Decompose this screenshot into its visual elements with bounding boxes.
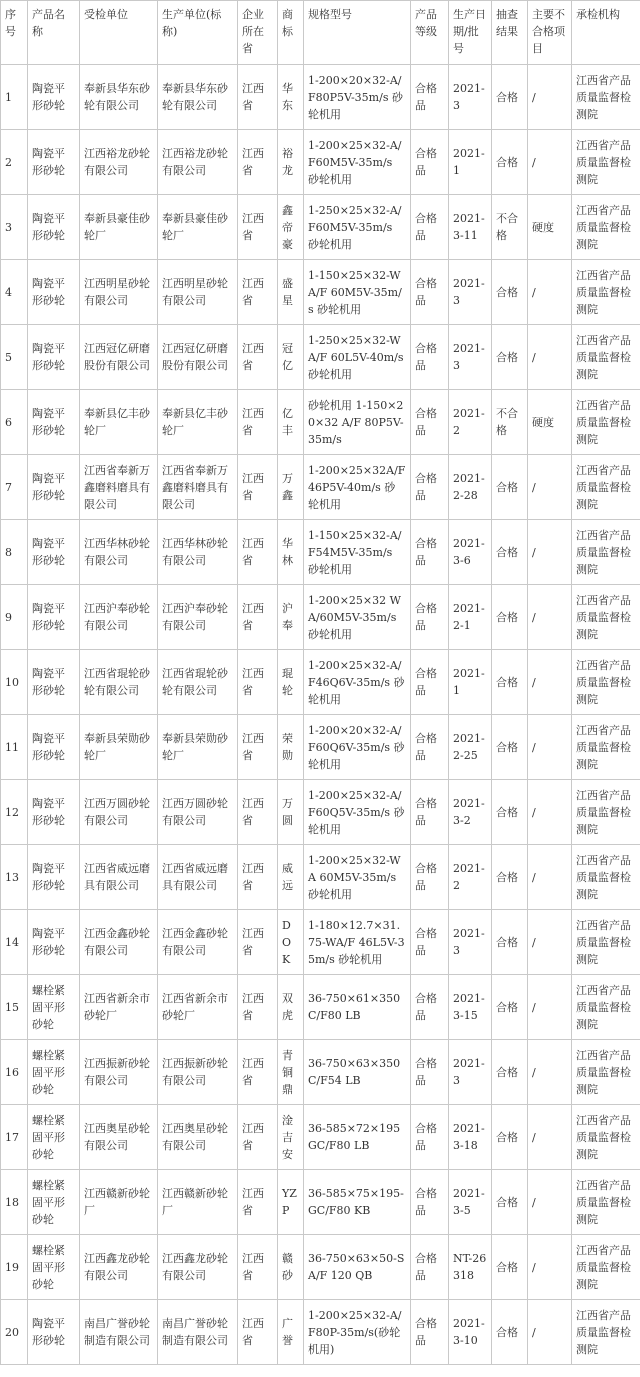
cell-production-date: 2021-2-1 xyxy=(449,585,492,650)
cell-seq-number: 14 xyxy=(1,910,28,975)
cell-failed-item: / xyxy=(528,130,572,195)
cell-product-grade: 合格品 xyxy=(411,1235,449,1300)
cell-trademark: 华东 xyxy=(278,65,304,130)
cell-inspection-result: 不合格 xyxy=(492,195,528,260)
cell-manufacturer: 江西赣新砂轮厂 xyxy=(158,1170,238,1235)
table-row xyxy=(1,1040,640,1105)
cell-inspection-result: 合格 xyxy=(492,715,528,780)
cell-seq-number: 15 xyxy=(1,975,28,1040)
cell-failed-item: / xyxy=(528,650,572,715)
cell-product-grade: 合格品 xyxy=(411,715,449,780)
cell-inspection-result: 合格 xyxy=(492,1105,528,1170)
cell-product-name: 陶瓷平形砂轮 xyxy=(28,65,80,130)
cell-inspected-unit: 江西华林砂轮有限公司 xyxy=(80,520,158,585)
cell-trademark: DOK xyxy=(278,910,304,975)
cell-inspection-result: 合格 xyxy=(492,1040,528,1105)
cell-model-spec: 1-200×20×32-A/F80P5V-35m/s 砂轮机用 xyxy=(304,65,411,130)
cell-testing-agency: 江西省产品质量监督检测院 xyxy=(572,65,640,130)
cell-production-date: 2021-3 xyxy=(449,325,492,390)
cell-inspected-unit: 江西裕龙砂轮有限公司 xyxy=(80,130,158,195)
cell-product-name: 陶瓷平形砂轮 xyxy=(28,585,80,650)
cell-trademark: 裕龙 xyxy=(278,130,304,195)
cell-province: 江西省 xyxy=(238,65,278,130)
cell-testing-agency: 江西省产品质量监督检测院 xyxy=(572,715,640,780)
cell-inspected-unit: 奉新县华东砂轮有限公司 xyxy=(80,65,158,130)
cell-model-spec: 1-200×25×32 WA/60M5V-35m/s 砂轮机用 xyxy=(304,585,411,650)
cell-product-grade: 合格品 xyxy=(411,1105,449,1170)
cell-inspected-unit: 奉新县荣勋砂轮厂 xyxy=(80,715,158,780)
cell-inspected-unit: 江西省奉新万鑫磨料磨具有限公司 xyxy=(80,455,158,520)
cell-product-grade: 合格品 xyxy=(411,585,449,650)
table-row xyxy=(1,1300,640,1365)
cell-failed-item: / xyxy=(528,65,572,130)
cell-seq-number: 19 xyxy=(1,1235,28,1300)
cell-product-grade: 合格品 xyxy=(411,845,449,910)
cell-province: 江西省 xyxy=(238,845,278,910)
cell-product-name: 陶瓷平形砂轮 xyxy=(28,1300,80,1365)
cell-inspection-result: 合格 xyxy=(492,1300,528,1365)
cell-production-date: 2021-3-18 xyxy=(449,1105,492,1170)
header-testing-agency: 承检机构 xyxy=(572,1,640,65)
cell-product-name: 陶瓷平形砂轮 xyxy=(28,195,80,260)
header-inspected-unit: 受检单位 xyxy=(80,1,158,65)
cell-trademark: 威远 xyxy=(278,845,304,910)
cell-seq-number: 3 xyxy=(1,195,28,260)
table-row xyxy=(1,1105,640,1170)
cell-inspection-result: 合格 xyxy=(492,65,528,130)
table-row xyxy=(1,845,640,910)
cell-manufacturer: 奉新县荣勋砂轮厂 xyxy=(158,715,238,780)
cell-seq-number: 16 xyxy=(1,1040,28,1105)
cell-trademark: 华林 xyxy=(278,520,304,585)
cell-inspection-result: 合格 xyxy=(492,325,528,390)
cell-trademark: 赣砂 xyxy=(278,1235,304,1300)
cell-seq-number: 2 xyxy=(1,130,28,195)
cell-inspection-result: 合格 xyxy=(492,455,528,520)
cell-product-name: 陶瓷平形砂轮 xyxy=(28,520,80,585)
cell-seq-number: 8 xyxy=(1,520,28,585)
cell-model-spec: 36-585×72×195GC/F80 LB xyxy=(304,1105,411,1170)
cell-production-date: 2021-2 xyxy=(449,845,492,910)
table-row xyxy=(1,975,640,1040)
cell-inspection-result: 合格 xyxy=(492,650,528,715)
cell-province: 江西省 xyxy=(238,585,278,650)
table-body xyxy=(1,65,640,1365)
cell-province: 江西省 xyxy=(238,910,278,975)
cell-manufacturer: 江西鑫龙砂轮有限公司 xyxy=(158,1235,238,1300)
cell-model-spec: 砂轮机用 1-150×20×32 A/F 80P5V-35m/s xyxy=(304,390,411,455)
cell-province: 江西省 xyxy=(238,650,278,715)
cell-failed-item: / xyxy=(528,1105,572,1170)
cell-failed-item: / xyxy=(528,455,572,520)
cell-model-spec: 1-200×20×32-A/F60Q6V-35m/s 砂轮机用 xyxy=(304,715,411,780)
cell-inspection-result: 合格 xyxy=(492,1170,528,1235)
cell-inspected-unit: 江西鑫龙砂轮有限公司 xyxy=(80,1235,158,1300)
cell-model-spec: 1-200×25×32-A/F46Q6V-35m/s 砂轮机用 xyxy=(304,650,411,715)
cell-product-grade: 合格品 xyxy=(411,455,449,520)
cell-seq-number: 13 xyxy=(1,845,28,910)
cell-inspected-unit: 江西万圆砂轮有限公司 xyxy=(80,780,158,845)
table-row xyxy=(1,455,640,520)
cell-product-grade: 合格品 xyxy=(411,1300,449,1365)
cell-model-spec: 36-750×63×50-SA/F 120 QB xyxy=(304,1235,411,1300)
cell-inspection-result: 合格 xyxy=(492,130,528,195)
header-failed-item: 主要不合格项目 xyxy=(528,1,572,65)
cell-trademark: 双虎 xyxy=(278,975,304,1040)
table-row xyxy=(1,1170,640,1235)
cell-seq-number: 6 xyxy=(1,390,28,455)
cell-manufacturer: 奉新县亿丰砂轮厂 xyxy=(158,390,238,455)
table-row xyxy=(1,585,640,650)
cell-testing-agency: 江西省产品质量监督检测院 xyxy=(572,260,640,325)
cell-product-name: 陶瓷平形砂轮 xyxy=(28,130,80,195)
table-row xyxy=(1,195,640,260)
cell-model-spec: 1-200×25×32A/F46P5V-40m/s 砂轮机用 xyxy=(304,455,411,520)
cell-inspected-unit: 奉新县亿丰砂轮厂 xyxy=(80,390,158,455)
cell-product-name: 螺栓紧固平形砂轮 xyxy=(28,1040,80,1105)
cell-product-name: 陶瓷平形砂轮 xyxy=(28,845,80,910)
cell-production-date: 2021-3-5 xyxy=(449,1170,492,1235)
cell-trademark: 盛星 xyxy=(278,260,304,325)
cell-inspected-unit: 江西金鑫砂轮有限公司 xyxy=(80,910,158,975)
cell-product-name: 陶瓷平形砂轮 xyxy=(28,715,80,780)
cell-production-date: 2021-3-6 xyxy=(449,520,492,585)
header-row xyxy=(1,1,640,65)
cell-production-date: 2021-3-2 xyxy=(449,780,492,845)
cell-model-spec: 1-250×25×32-WA/F 60L5V-40m/s 砂轮机用 xyxy=(304,325,411,390)
header-province: 企业所在省 xyxy=(238,1,278,65)
cell-product-grade: 合格品 xyxy=(411,1170,449,1235)
cell-trademark: 广誉 xyxy=(278,1300,304,1365)
cell-manufacturer: 奉新县华东砂轮有限公司 xyxy=(158,65,238,130)
cell-trademark: YZP xyxy=(278,1170,304,1235)
cell-manufacturer: 江西金鑫砂轮有限公司 xyxy=(158,910,238,975)
cell-province: 江西省 xyxy=(238,715,278,780)
header-product-grade: 产品等级 xyxy=(411,1,449,65)
cell-product-grade: 合格品 xyxy=(411,130,449,195)
cell-model-spec: 1-200×25×32-WA 60M5V-35m/s 砂轮机用 xyxy=(304,845,411,910)
cell-testing-agency: 江西省产品质量监督检测院 xyxy=(572,520,640,585)
cell-testing-agency: 江西省产品质量监督检测院 xyxy=(572,910,640,975)
cell-province: 江西省 xyxy=(238,1300,278,1365)
cell-model-spec: 1-200×25×32-A/F60M5V-35m/s 砂轮机用 xyxy=(304,130,411,195)
table-row xyxy=(1,65,640,130)
cell-inspected-unit: 奉新县豪佳砂轮厂 xyxy=(80,195,158,260)
cell-manufacturer: 江西裕龙砂轮有限公司 xyxy=(158,130,238,195)
cell-seq-number: 20 xyxy=(1,1300,28,1365)
cell-inspected-unit: 南昌广誉砂轮制造有限公司 xyxy=(80,1300,158,1365)
cell-inspection-result: 合格 xyxy=(492,520,528,585)
cell-trademark: 青铜鼎 xyxy=(278,1040,304,1105)
cell-product-name: 螺栓紧固平形砂轮 xyxy=(28,1105,80,1170)
cell-inspection-result: 合格 xyxy=(492,585,528,650)
cell-inspection-result: 合格 xyxy=(492,1235,528,1300)
cell-product-name: 陶瓷平形砂轮 xyxy=(28,455,80,520)
cell-product-name: 螺栓紧固平形砂轮 xyxy=(28,1170,80,1235)
cell-testing-agency: 江西省产品质量监督检测院 xyxy=(572,1040,640,1105)
table-row xyxy=(1,520,640,585)
cell-production-date: 2021-2-25 xyxy=(449,715,492,780)
cell-inspected-unit: 江西省威远磨具有限公司 xyxy=(80,845,158,910)
cell-testing-agency: 江西省产品质量监督检测院 xyxy=(572,130,640,195)
cell-inspected-unit: 江西赣新砂轮厂 xyxy=(80,1170,158,1235)
cell-product-grade: 合格品 xyxy=(411,325,449,390)
cell-product-grade: 合格品 xyxy=(411,260,449,325)
cell-production-date: 2021-3 xyxy=(449,1040,492,1105)
cell-testing-agency: 江西省产品质量监督检测院 xyxy=(572,780,640,845)
cell-product-name: 陶瓷平形砂轮 xyxy=(28,650,80,715)
cell-inspection-result: 合格 xyxy=(492,975,528,1040)
cell-product-grade: 合格品 xyxy=(411,910,449,975)
table-row xyxy=(1,260,640,325)
cell-province: 江西省 xyxy=(238,780,278,845)
cell-product-name: 陶瓷平形砂轮 xyxy=(28,325,80,390)
cell-production-date: 2021-1 xyxy=(449,650,492,715)
cell-failed-item: 硬度 xyxy=(528,195,572,260)
cell-product-grade: 合格品 xyxy=(411,65,449,130)
cell-product-name: 陶瓷平形砂轮 xyxy=(28,780,80,845)
cell-product-grade: 合格品 xyxy=(411,195,449,260)
cell-province: 江西省 xyxy=(238,1105,278,1170)
table-header xyxy=(1,1,640,65)
cell-failed-item: / xyxy=(528,845,572,910)
cell-failed-item: / xyxy=(528,1170,572,1235)
cell-manufacturer: 江西省威远磨具有限公司 xyxy=(158,845,238,910)
cell-manufacturer: 江西省新余市砂轮厂 xyxy=(158,975,238,1040)
cell-testing-agency: 江西省产品质量监督检测院 xyxy=(572,1235,640,1300)
cell-manufacturer: 江西省琨轮砂轮有限公司 xyxy=(158,650,238,715)
cell-trademark: 万圆 xyxy=(278,780,304,845)
cell-inspection-result: 合格 xyxy=(492,780,528,845)
cell-failed-item: / xyxy=(528,1235,572,1300)
cell-failed-item: / xyxy=(528,910,572,975)
cell-product-grade: 合格品 xyxy=(411,520,449,585)
cell-failed-item: / xyxy=(528,1300,572,1365)
cell-testing-agency: 江西省产品质量监督检测院 xyxy=(572,1105,640,1170)
cell-failed-item: / xyxy=(528,520,572,585)
table-row xyxy=(1,715,640,780)
cell-testing-agency: 江西省产品质量监督检测院 xyxy=(572,195,640,260)
cell-province: 江西省 xyxy=(238,390,278,455)
cell-province: 江西省 xyxy=(238,325,278,390)
cell-manufacturer: 江西华林砂轮有限公司 xyxy=(158,520,238,585)
cell-trademark: 沪奉 xyxy=(278,585,304,650)
cell-trademark: 万鑫 xyxy=(278,455,304,520)
cell-production-date: 2021-3-11 xyxy=(449,195,492,260)
cell-failed-item: / xyxy=(528,1040,572,1105)
cell-inspected-unit: 江西明星砂轮有限公司 xyxy=(80,260,158,325)
table-row xyxy=(1,130,640,195)
cell-trademark: 荣勋 xyxy=(278,715,304,780)
cell-trademark: 冠亿 xyxy=(278,325,304,390)
cell-model-spec: 36-750×63×350C/F54 LB xyxy=(304,1040,411,1105)
cell-testing-agency: 江西省产品质量监督检测院 xyxy=(572,325,640,390)
cell-province: 江西省 xyxy=(238,455,278,520)
cell-testing-agency: 江西省产品质量监督检测院 xyxy=(572,585,640,650)
cell-product-name: 螺栓紧固平形砂轮 xyxy=(28,1235,80,1300)
cell-testing-agency: 江西省产品质量监督检测院 xyxy=(572,845,640,910)
cell-model-spec: 1-200×25×32-A/F80P-35m/s(砂轮机用) xyxy=(304,1300,411,1365)
cell-model-spec: 36-585×75×195-GC/F80 KB xyxy=(304,1170,411,1235)
cell-manufacturer: 南昌广誉砂轮制造有限公司 xyxy=(158,1300,238,1365)
cell-inspection-result: 不合格 xyxy=(492,390,528,455)
cell-production-date: 2021-3 xyxy=(449,260,492,325)
table-row xyxy=(1,325,640,390)
table-row xyxy=(1,650,640,715)
cell-model-spec: 1-180×12.7×31.75-WA/F 46L5V-35m/s 砂轮机用 xyxy=(304,910,411,975)
cell-failed-item: / xyxy=(528,585,572,650)
cell-product-grade: 合格品 xyxy=(411,390,449,455)
cell-testing-agency: 江西省产品质量监督检测院 xyxy=(572,975,640,1040)
cell-testing-agency: 江西省产品质量监督检测院 xyxy=(572,455,640,520)
cell-inspected-unit: 江西冠亿研磨股份有限公司 xyxy=(80,325,158,390)
header-seq-number: 序号 xyxy=(1,1,28,65)
cell-province: 江西省 xyxy=(238,1235,278,1300)
cell-product-name: 陶瓷平形砂轮 xyxy=(28,390,80,455)
cell-manufacturer: 江西万圆砂轮有限公司 xyxy=(158,780,238,845)
cell-province: 江西省 xyxy=(238,130,278,195)
cell-seq-number: 12 xyxy=(1,780,28,845)
cell-manufacturer: 江西奥星砂轮有限公司 xyxy=(158,1105,238,1170)
cell-testing-agency: 江西省产品质量监督检测院 xyxy=(572,650,640,715)
header-production-date: 生产日期/批号 xyxy=(449,1,492,65)
cell-product-grade: 合格品 xyxy=(411,975,449,1040)
header-product-name: 产品名称 xyxy=(28,1,80,65)
cell-seq-number: 7 xyxy=(1,455,28,520)
cell-province: 江西省 xyxy=(238,520,278,585)
cell-inspected-unit: 江西振新砂轮有限公司 xyxy=(80,1040,158,1105)
cell-product-grade: 合格品 xyxy=(411,1040,449,1105)
cell-province: 江西省 xyxy=(238,195,278,260)
cell-failed-item: / xyxy=(528,325,572,390)
cell-production-date: 2021-3-15 xyxy=(449,975,492,1040)
cell-failed-item: / xyxy=(528,975,572,1040)
cell-trademark: 鑫帝豪 xyxy=(278,195,304,260)
cell-failed-item: / xyxy=(528,780,572,845)
cell-production-date: 2021-3 xyxy=(449,910,492,975)
table-row xyxy=(1,780,640,845)
cell-product-name: 陶瓷平形砂轮 xyxy=(28,260,80,325)
cell-trademark: 亿丰 xyxy=(278,390,304,455)
cell-inspected-unit: 江西省新余市砂轮厂 xyxy=(80,975,158,1040)
cell-product-name: 螺栓紧固平形砂轮 xyxy=(28,975,80,1040)
cell-manufacturer: 江西沪奉砂轮有限公司 xyxy=(158,585,238,650)
cell-product-name: 陶瓷平形砂轮 xyxy=(28,910,80,975)
cell-testing-agency: 江西省产品质量监督检测院 xyxy=(572,1300,640,1365)
cell-model-spec: 1-250×25×32-A/F60M5V-35m/s 砂轮机用 xyxy=(304,195,411,260)
cell-manufacturer: 江西振新砂轮有限公司 xyxy=(158,1040,238,1105)
cell-seq-number: 1 xyxy=(1,65,28,130)
cell-seq-number: 9 xyxy=(1,585,28,650)
cell-province: 江西省 xyxy=(238,975,278,1040)
cell-product-grade: 合格品 xyxy=(411,780,449,845)
cell-failed-item: / xyxy=(528,260,572,325)
cell-seq-number: 10 xyxy=(1,650,28,715)
cell-manufacturer: 奉新县豪佳砂轮厂 xyxy=(158,195,238,260)
cell-seq-number: 18 xyxy=(1,1170,28,1235)
header-model-spec: 规格型号 xyxy=(304,1,411,65)
cell-model-spec: 36-750×61×350C/F80 LB xyxy=(304,975,411,1040)
cell-production-date: 2021-2-28 xyxy=(449,455,492,520)
cell-trademark: 淦吉安 xyxy=(278,1105,304,1170)
cell-seq-number: 17 xyxy=(1,1105,28,1170)
cell-model-spec: 1-150×25×32-A/F54M5V-35m/s 砂轮机用 xyxy=(304,520,411,585)
cell-seq-number: 4 xyxy=(1,260,28,325)
cell-inspection-result: 合格 xyxy=(492,910,528,975)
cell-production-date: 2021-1 xyxy=(449,130,492,195)
cell-trademark: 琨轮 xyxy=(278,650,304,715)
cell-inspection-result: 合格 xyxy=(492,845,528,910)
cell-production-date: 2021-3 xyxy=(449,65,492,130)
cell-product-grade: 合格品 xyxy=(411,650,449,715)
cell-province: 江西省 xyxy=(238,1170,278,1235)
cell-seq-number: 5 xyxy=(1,325,28,390)
cell-production-date: 2021-3-10 xyxy=(449,1300,492,1365)
table-row xyxy=(1,1235,640,1300)
cell-testing-agency: 江西省产品质量监督检测院 xyxy=(572,390,640,455)
cell-inspection-result: 合格 xyxy=(492,260,528,325)
cell-production-date: NT-26318 xyxy=(449,1235,492,1300)
cell-province: 江西省 xyxy=(238,260,278,325)
cell-failed-item: / xyxy=(528,715,572,780)
cell-inspected-unit: 江西沪奉砂轮有限公司 xyxy=(80,585,158,650)
cell-manufacturer: 江西省奉新万鑫磨料磨具有限公司 xyxy=(158,455,238,520)
cell-model-spec: 1-150×25×32-WA/F 60M5V-35m/s 砂轮机用 xyxy=(304,260,411,325)
header-inspection-result: 抽查结果 xyxy=(492,1,528,65)
table-row xyxy=(1,390,640,455)
cell-inspected-unit: 江西省琨轮砂轮有限公司 xyxy=(80,650,158,715)
table-row xyxy=(1,910,640,975)
cell-seq-number: 11 xyxy=(1,715,28,780)
cell-model-spec: 1-200×25×32-A/F60Q5V-35m/s 砂轮机用 xyxy=(304,780,411,845)
cell-province: 江西省 xyxy=(238,1040,278,1105)
cell-inspected-unit: 江西奥星砂轮有限公司 xyxy=(80,1105,158,1170)
cell-manufacturer: 江西冠亿研磨股份有限公司 xyxy=(158,325,238,390)
cell-testing-agency: 江西省产品质量监督检测院 xyxy=(572,1170,640,1235)
header-manufacturer: 生产单位(标称) xyxy=(158,1,238,65)
header-trademark: 商标 xyxy=(278,1,304,65)
cell-production-date: 2021-2 xyxy=(449,390,492,455)
cell-failed-item: 硬度 xyxy=(528,390,572,455)
cell-manufacturer: 江西明星砂轮有限公司 xyxy=(158,260,238,325)
